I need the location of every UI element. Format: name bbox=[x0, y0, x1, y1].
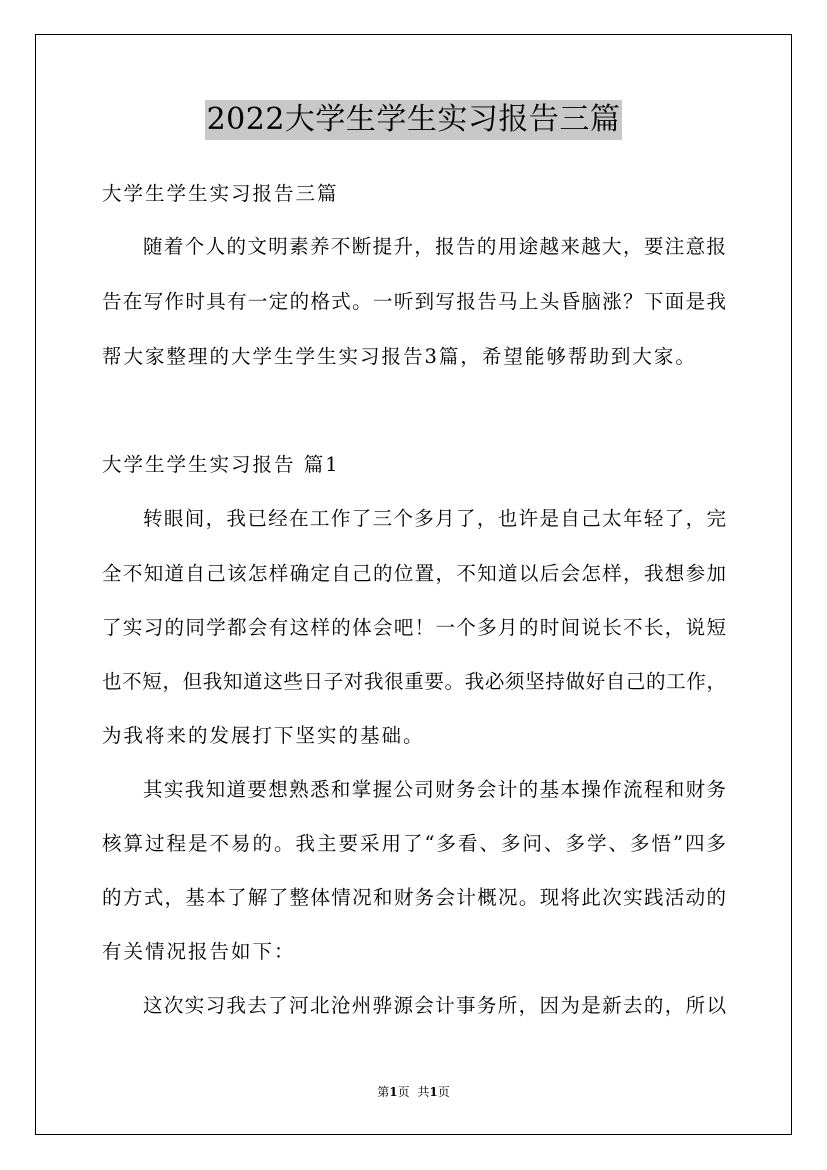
intro-line: 随着个人的文明素养不断提升，报告的用途越来越大，要注意报 bbox=[143, 235, 726, 258]
paragraph-line: 为我将来的发展打下坚实的基础。 bbox=[102, 724, 425, 747]
footer-total-suffix: 页 bbox=[437, 1085, 450, 1099]
document-title: 2022大学生学生实习报告三篇 bbox=[205, 100, 623, 140]
paragraph-line: 这次实习我去了河北沧州骅源会计事务所，因为是新去的，所以 bbox=[143, 994, 726, 1017]
footer-total-prefix: 共 bbox=[417, 1085, 430, 1099]
footer-prefix: 第 bbox=[377, 1085, 390, 1099]
paragraph-line: 全不知道自己该怎样确定自己的位置，不知道以后会怎样，我想参加 bbox=[102, 562, 726, 585]
paragraph-line: 的方式，基本了解了整体情况和财务会计概况。现将此次实践活动的 bbox=[102, 886, 726, 909]
title-area bbox=[0, 100, 827, 140]
intro-line: 帮大家整理的大学生学生实习报告3篇，希望能够帮助到大家。 bbox=[102, 345, 697, 368]
paragraph-line: 也不短，但我知道这些日子对我很重要。我必须坚持做好自己的工作， bbox=[102, 670, 726, 693]
paragraph-line: 有关情况报告如下： bbox=[102, 940, 296, 963]
section-heading: 大学生学生实习报告 篇1 bbox=[102, 453, 340, 476]
footer-page-suffix: 页 bbox=[397, 1085, 410, 1099]
paragraph-line: 转眼间，我已经在工作了三个多月了，也许是自己太年轻了，完 bbox=[143, 507, 726, 530]
page-footer bbox=[0, 1084, 827, 1100]
intro-line: 告在写作时具有一定的格式。一听到写报告马上头昏脑涨？下面是我 bbox=[102, 290, 726, 313]
paragraph-line: 核算过程是不易的。我主要采用了“多看、多问、多学、多悟”四多 bbox=[102, 832, 726, 855]
footer-total-pages: 1 bbox=[429, 1085, 438, 1099]
subtitle: 大学生学生实习报告三篇 bbox=[102, 182, 339, 205]
paragraph-line: 其实我知道要想熟悉和掌握公司财务会计的基本操作流程和财务 bbox=[143, 778, 726, 801]
footer-page-number: 1 bbox=[389, 1085, 398, 1099]
paragraph-line: 了实习的同学都会有这样的体会吧！一个多月的时间说长不长，说短 bbox=[102, 616, 726, 639]
